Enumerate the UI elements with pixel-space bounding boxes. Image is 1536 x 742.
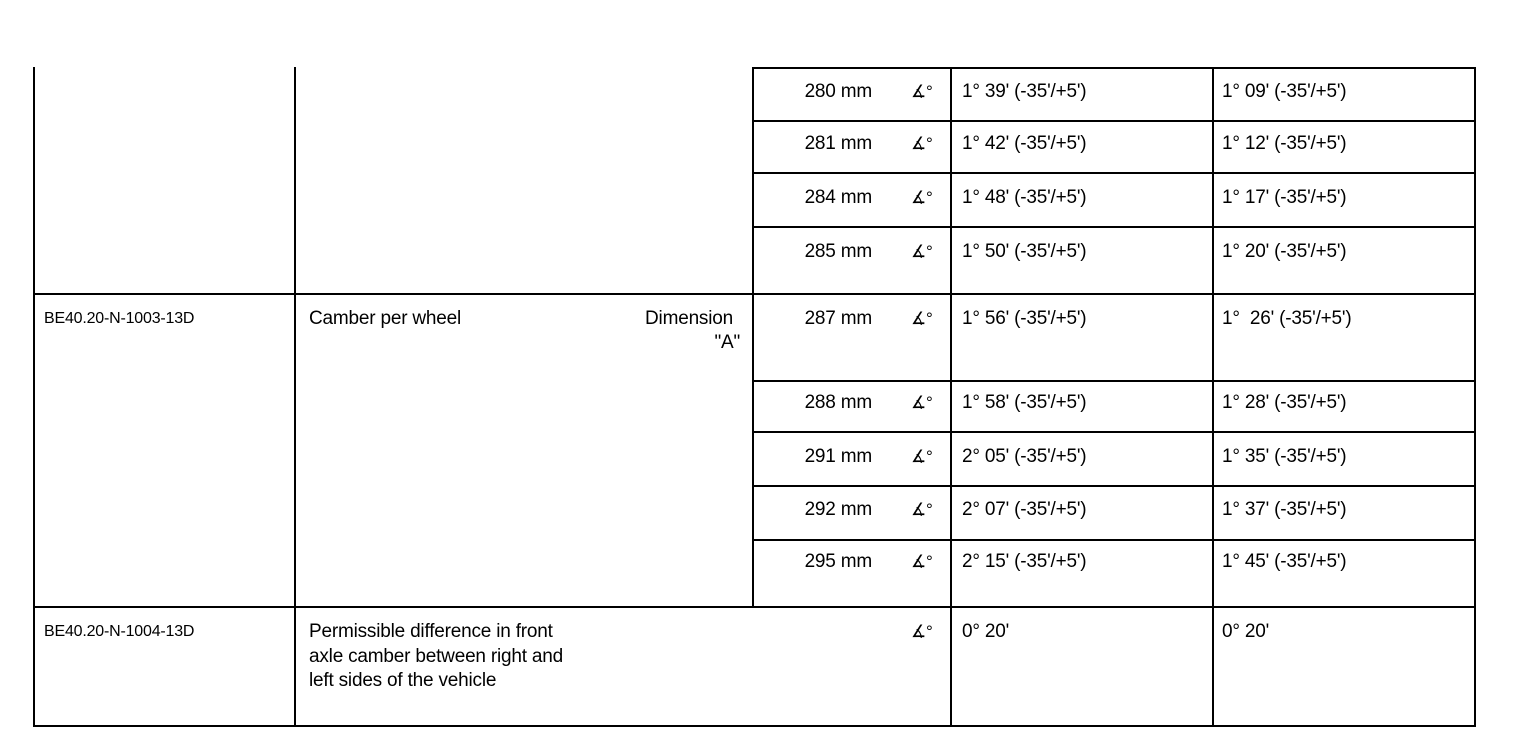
- angle-icon: ∡°: [911, 393, 933, 412]
- section-divider: [33, 293, 1476, 295]
- camber-value-2: 1° 45' (-35'/+5'): [1222, 551, 1347, 572]
- table-border-right: [1474, 67, 1476, 727]
- camber-value-1: 2° 15' (-35'/+5'): [962, 551, 1087, 572]
- section-divider: [33, 606, 1476, 608]
- camber-value-1: 1° 56' (-35'/+5'): [962, 308, 1087, 329]
- angle-icon: ∡°: [911, 447, 933, 466]
- bottom-border: [33, 725, 1476, 727]
- spec-description: Camber per wheel: [309, 308, 462, 329]
- angle-icon: ∡°: [911, 552, 933, 571]
- dimension-label-letter: "A": [714, 332, 740, 353]
- row-divider: [752, 431, 1476, 433]
- camber-value-2: 1° 26' (-35'/+5'): [1222, 308, 1352, 329]
- dimension-label: Dimension: [645, 308, 733, 329]
- camber-value-2: 1° 09' (-35'/+5'): [1222, 81, 1347, 102]
- angle-icon: ∡°: [911, 82, 933, 101]
- camber-value-1: 2° 05' (-35'/+5'): [962, 446, 1087, 467]
- row-divider: [752, 380, 1476, 382]
- row-divider: [752, 120, 1476, 122]
- camber-value-2: 1° 28' (-35'/+5'): [1222, 392, 1347, 413]
- spec-description-line: left sides of the vehicle: [309, 670, 497, 691]
- dimension-value: 291 mm: [804, 446, 872, 467]
- spec-description-line: Permissible difference in front: [309, 621, 553, 642]
- angle-icon: ∡°: [911, 242, 933, 261]
- angle-icon: ∡°: [911, 188, 933, 207]
- dimension-value: 295 mm: [804, 551, 872, 572]
- row-divider: [752, 485, 1476, 487]
- row-divider: [752, 172, 1476, 174]
- column-divider-id: [294, 67, 296, 727]
- camber-value-2: 1° 37' (-35'/+5'): [1222, 499, 1347, 520]
- angle-icon: ∡°: [911, 134, 933, 153]
- dimension-value: 288 mm: [804, 392, 872, 413]
- column-divider-value2: [1212, 67, 1214, 727]
- column-divider-dimension: [752, 67, 754, 607]
- column-divider-value1: [950, 67, 952, 727]
- angle-icon: ∡°: [911, 622, 933, 641]
- spec-description-line: axle camber between right and: [309, 646, 564, 667]
- dimension-value: 285 mm: [804, 241, 872, 262]
- angle-icon: ∡°: [911, 500, 933, 519]
- angle-icon: ∡°: [911, 309, 933, 328]
- camber-value-1: 1° 42' (-35'/+5'): [962, 133, 1087, 154]
- camber-value-1: 1° 48' (-35'/+5'): [962, 187, 1087, 208]
- dimension-value: 280 mm: [804, 81, 872, 102]
- dimension-value: 287 mm: [804, 308, 872, 329]
- row-divider: [752, 539, 1476, 541]
- camber-value-1: 1° 58' (-35'/+5'): [962, 392, 1087, 413]
- row-divider: [752, 226, 1476, 228]
- camber-value-2: 1° 17' (-35'/+5'): [1222, 187, 1347, 208]
- spec-id: BE40.20-N-1004-13D: [44, 623, 195, 640]
- camber-value-1: 1° 50' (-35'/+5'): [962, 241, 1087, 262]
- camber-difference-value-1: 0° 20': [962, 621, 1010, 642]
- top-border: [752, 67, 1476, 69]
- camber-value-2: 1° 35' (-35'/+5'): [1222, 446, 1347, 467]
- dimension-value: 284 mm: [804, 187, 872, 208]
- table-border-left: [33, 67, 35, 727]
- camber-value-1: 1° 39' (-35'/+5'): [962, 81, 1087, 102]
- dimension-value: 292 mm: [804, 499, 872, 520]
- camber-value-2: 1° 12' (-35'/+5'): [1222, 133, 1347, 154]
- camber-value-1: 2° 07' (-35'/+5'): [962, 499, 1087, 520]
- camber-difference-value-2: 0° 20': [1222, 621, 1270, 642]
- spec-id: BE40.20-N-1003-13D: [44, 310, 195, 327]
- dimension-value: 281 mm: [804, 133, 872, 154]
- camber-value-2: 1° 20' (-35'/+5'): [1222, 241, 1347, 262]
